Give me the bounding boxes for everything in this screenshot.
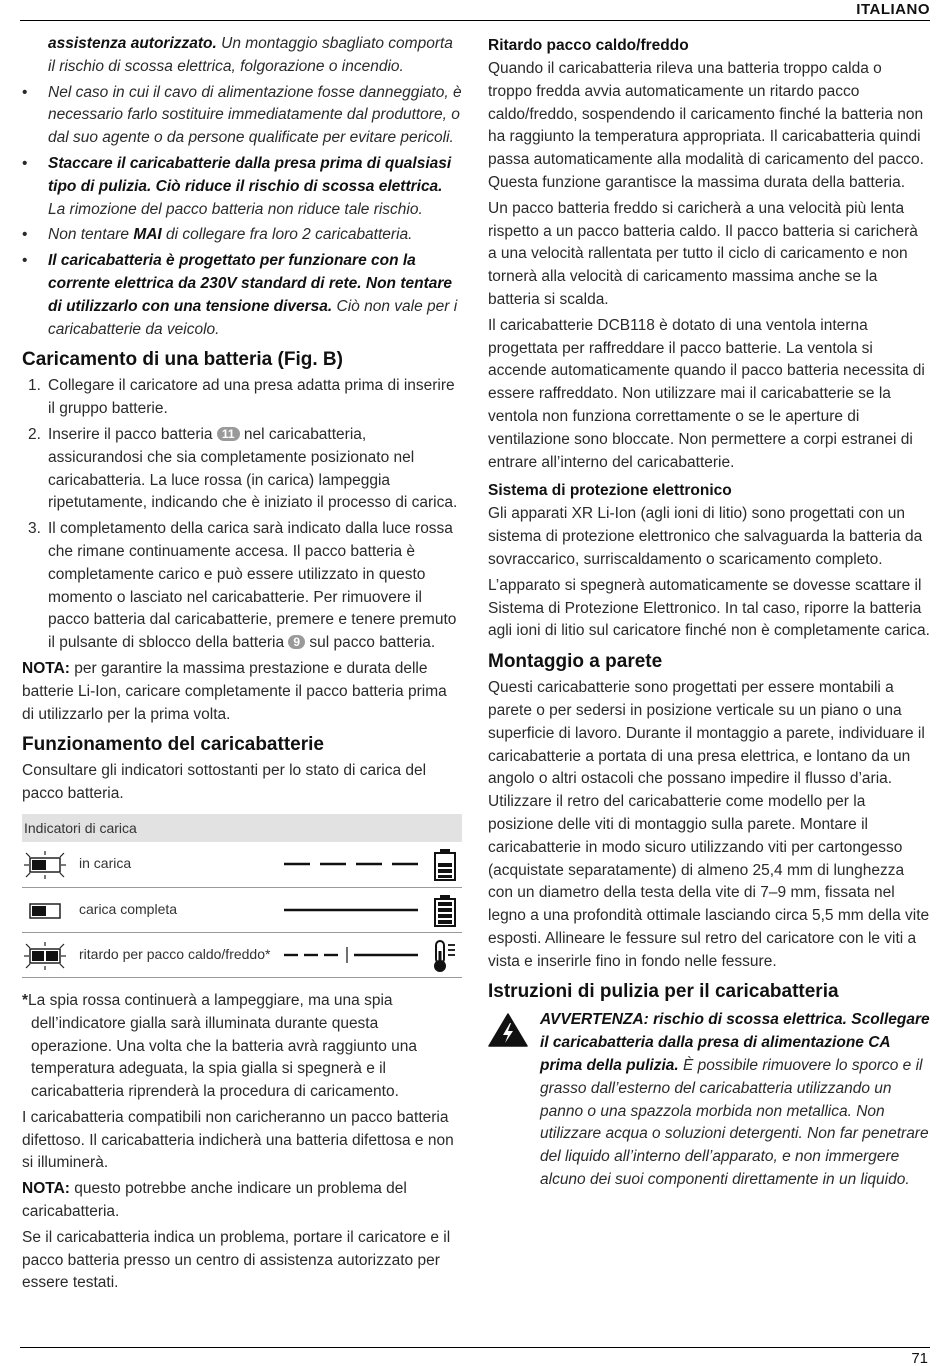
operation-text: Consultare gli indicatori sottostanti per lo stato di carica del pacco batteria. — [22, 762, 427, 803]
warning-text — [540, 1009, 930, 1191]
step-text: Inserire il pacco batteria — [48, 425, 217, 443]
protection-paragraph-2: L’apparato si spegnerà automaticamente se dovesse scattare il Sistema di Protezione Elettronico. In tal caso, riporre la batteria agli ioni di litio sul caricatore finché non è completamente carica. — [488, 576, 930, 640]
bullet-text: di collegare fra loro 2 caricabatteria. — [161, 226, 413, 244]
continued-paragraph — [22, 33, 462, 79]
warning-bold: AVVERTENZA: rischio di scossa elettrica. Scollegare il caricabatteria dalla presa di alimentazione CA prima della pulizia. — [540, 1011, 930, 1075]
right-column — [488, 33, 930, 1192]
footnote — [22, 990, 462, 1104]
solid-light-icon — [24, 896, 66, 926]
step-text: Collegare il caricatore ad una presa adatta prima di inserire il gruppo batterie. — [48, 377, 455, 418]
bullet-item — [22, 224, 462, 247]
protection-paragraph-1: Gli apparati XR Li-Ion (agli ioni di litio) sono progettati con un sistema di protezione elettronico che salvaguarda la batteria da sovraccarico, surriscaldamento o scaricamento completo. — [488, 505, 923, 568]
indicator-row-complete — [22, 887, 462, 932]
bullet-item — [22, 250, 462, 341]
footnote-first-line — [22, 990, 462, 1013]
indicator-label: in carica — [79, 854, 132, 871]
bullet-text: Ciò non vale per i caricabatterie da veicolo. — [48, 297, 458, 338]
indicator-table — [22, 814, 462, 978]
step-item — [22, 424, 462, 515]
bullet-bold: Staccare il caricabatterie dalla presa prima di qualsiasi tipo di pulizia. Ciò riduce il rischio di scossa elettrica. — [48, 154, 452, 195]
bullet-text: Non tentare — [48, 226, 134, 244]
service-paragraph: Se il caricabatteria indica un problema, portare il caricatore e il pacco batteria presso un centro di assistenza autorizzato per essere testati. — [22, 1228, 451, 1292]
blinking-pattern-icon — [284, 856, 418, 872]
step-number: 3. — [28, 520, 41, 538]
bullet-bold: Il caricabatteria è progettato per funzionare con la corrente elettrica da 230V standard di rete. Non tentare di utilizzarlo con una tensione diversa. — [48, 252, 452, 315]
safety-bullets — [22, 82, 462, 342]
operation-title: Funzionamento del caricabatterie — [22, 734, 324, 756]
warning-block — [488, 1009, 930, 1191]
indicator-label: carica completa — [79, 900, 178, 917]
delay-pattern-icon — [284, 947, 418, 963]
note-text: questo potrebbe anche indicare un problema del caricabatteria. — [22, 1180, 407, 1221]
callout-badge: 11 — [217, 427, 240, 441]
protection-title: Sistema di protezione elettronico — [488, 482, 732, 500]
delay-paragraph-1: Quando il caricabatteria rileva una batteria troppo calda o troppo fredda avvia automaticamente un ritardo pacco caldo/freddo, sospendendo il caricamento finché la batteria non ha raggiunto la temperatura appropriata. Il caricabatteria quindi passa automaticamente alla modalità di caricamento del pacco. Questa funzione garantisce la massima durata della batteria. — [488, 60, 924, 191]
cleaning-title: Istruzioni di pulizia per il caricabatteria — [488, 981, 839, 1003]
note-paragraph — [22, 658, 462, 726]
bullet-item — [22, 82, 462, 150]
footnote-text: La spia rossa continuerà a lampeggiare, ma una spia — [28, 991, 393, 1009]
double-light-icon — [24, 941, 66, 971]
header-language: ITALIANO — [856, 1, 930, 18]
step-text: sul pacco batteria. — [305, 634, 436, 652]
header-rule — [20, 20, 930, 21]
battery-charging-icon — [432, 848, 458, 882]
charging-steps — [22, 375, 462, 655]
battery-full-icon — [432, 894, 458, 928]
indicator-label: ritardo per pacco caldo/freddo* — [79, 945, 271, 962]
footnote-continuation: dell’indicatore gialla sarà illuminata durante questa operazione. Una volta che la batteria avrà raggiunto una temperatura adeguata, la spia gialla si spegnerà e il caricabatteria riprenderà la procedura di caricamento. — [31, 1014, 418, 1101]
step-text: nel caricabatteria, assicurandosi che sia completamente posizionato nel caricabatteria. La luce rossa (in carica) lampeggia ripetutamente, indicando che è iniziato il processo di carica. — [48, 425, 458, 512]
footer-rule — [20, 1347, 930, 1348]
electric-shock-warning-icon — [488, 1013, 528, 1047]
step-item — [22, 518, 462, 655]
footnote-star: * — [22, 991, 29, 1009]
indicator-row-delay — [22, 932, 462, 977]
step-item — [22, 375, 462, 421]
incompatible-paragraph: I caricabatteria compatibili non caricheranno un pacco batteria difettoso. Il caricabatteria indicherà una batteria difettosa e non si illuminerà. — [22, 1108, 454, 1172]
bullet-item — [22, 153, 462, 221]
wall-mount-title: Montaggio a parete — [488, 651, 663, 673]
step-number: 1. — [28, 377, 41, 395]
wall-mount-paragraph: Questi caricabatterie sono progettati per essere montabili a parete o per sedersi in posizione verticale su un piano o una superficie di lavoro. Durante il montaggio a parete, individuare il caricabatterie a portata di una presa elettrica, e lontano da un angolo o altri ostacoli che possano impedire il flusso d’aria. Utilizzare il retro del caricabatterie come modello per la posizione delle viti di montaggio sulla parete. Montare il caricabatterie in modo sicuro utilizzando viti per cartongesso (acquistate separatamente) di almeno 25,4 mm di lunghezza con un diametro della testa della vite di 7–9 mm, fissata nel legno a una profondità ottimale lasciando circa 5,5 mm della vite esposti. Allineare le fessure sul retro del caricatore con le viti a vista e inserirle fino in fondo nelle fessure. — [488, 679, 930, 970]
indicator-row-charging — [22, 842, 462, 887]
delay-title: Ritardo pacco caldo/freddo — [488, 37, 689, 54]
callout-badge: 9 — [288, 635, 305, 649]
note-text: per garantire la massima prestazione e durata delle batterie Li-Ion, caricare completamente il pacco batteria prima di utilizzarlo per la prima volta. — [22, 659, 447, 723]
bullet-text: La rimozione del pacco batteria non riduce tale rischio. — [48, 200, 423, 218]
note-label: NOTA: — [22, 1180, 70, 1198]
note-paragraph-2 — [22, 1178, 462, 1224]
indicator-table-header: Indicatori di carica — [22, 814, 462, 842]
step-number: 2. — [28, 425, 41, 443]
thermometer-icon — [432, 939, 458, 973]
delay-paragraph-3: Il caricabatterie DCB118 è dotato di una ventola interna progettata per raffreddare il pacco batterie. La ventola si accende automaticamente quando il pacco batteria necessita di essere raffreddato. Non utilizzare mai il caricabatterie se la ventola non funziona correttamente o se le aperture di ventilazione sono bloccate. Non permettere a corpi estranei di entrare all’interno del caricabatterie. — [488, 316, 925, 471]
solid-pattern-icon — [284, 902, 418, 918]
continued-bold: assistenza autorizzato. — [48, 35, 217, 52]
continued-text: Un montaggio sbagliato comporta il rischio di scossa elettrica, folgorazione o incendio. — [48, 35, 453, 75]
charging-title: Caricamento di una batteria (Fig. B) — [22, 349, 343, 371]
bullet-bold: MAI — [133, 226, 162, 244]
delay-paragraph-2: Un pacco batteria freddo si caricherà a una velocità più lenta rispetto a un pacco batteria caldo. Il pacco batteria si caricherà a una velocità rallentata per tutto il ciclo di caricamento e non tornerà alla velocità di caricamento massima anche se la batteria si scalda. — [488, 199, 918, 308]
page-number: 71 — [911, 1350, 928, 1366]
step-text: Il completamento della carica sarà indicato dalla luce rossa che rimane continuamente accesa. Il pacco batteria è completamente carico e può essere utilizzato in questo momento o lasciato nel caricabatterie. Per rimuovere il pacco batteria dal caricabatterie, premere e tenere premuto il pulsante di sblocco della batteria — [48, 520, 457, 652]
left-column — [22, 33, 462, 1298]
blinking-light-icon — [24, 850, 66, 880]
note-label: NOTA: — [22, 659, 70, 677]
bullet-text: Nel caso in cui il cavo di alimentazione fosse danneggiato, è necessario farlo sostituire immediatamente dal produttore, o dal suo agente o da persone qualificate per evitare pericoli. — [48, 83, 462, 147]
warning-rest: È possibile rimuovere lo sporco e il grasso dall’esterno del caricabatteria utilizzando un panno o una spazzola morbida non metallica. Non utilizzare acqua o soluzioni detergenti. Non far penetrare del liquido all’interno dell’apparato, e non immergere alcuno dei suoi componenti direttamente in un liquido. — [540, 1057, 929, 1189]
